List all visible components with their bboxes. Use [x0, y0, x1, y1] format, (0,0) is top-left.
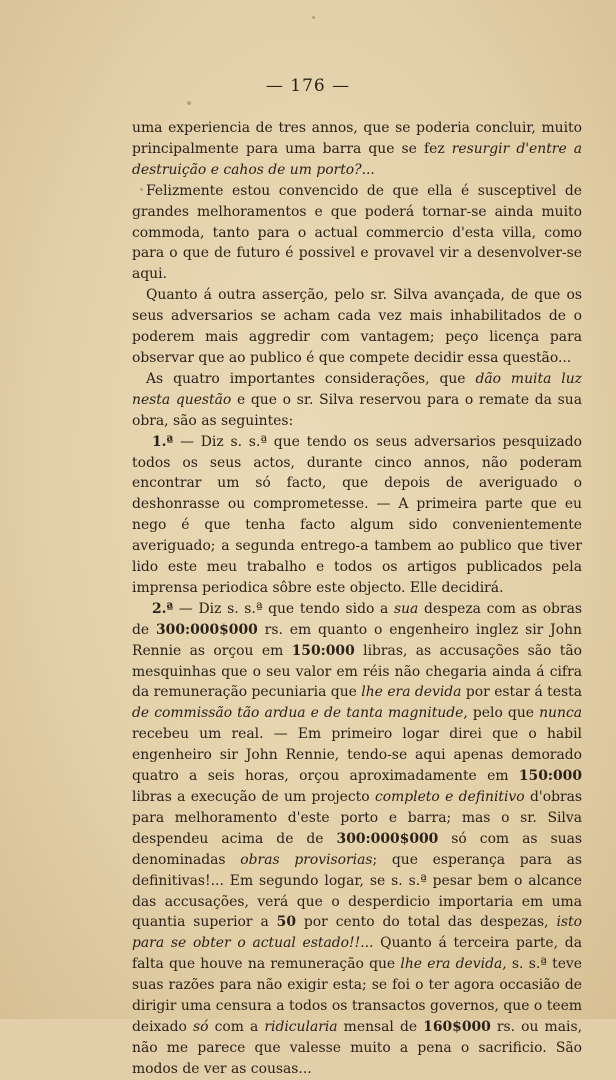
paragraph: Quanto á outra asserção, pelo sr. Silva avançada, de que os seus adversarios se acham cada vez mais inhabilitados de o poderem mais aggredir com vantagem; peço licença para observar que ao publico é que compete decidir essa questão...: [132, 287, 582, 366]
numbered-paragraph: 2.ª — Diz s. s.ª que tendo sido a sua despeza com as obras de 300:000$000 rs. em quanto o engenheiro inglez sir John Rennie as orçou em 150:000 libras, as accusações são tão mesquinhas que o seu valor em réis não chegaria ainda á cifra da remuneração pecuniaria que lhe era devida por estar á testa de commissão tão ardua e de tanta magnitude, pelo que nunca recebeu um real. — Em primeiro logar direi que o habil engenheiro sir John Rennie, tendo-se aqui apenas demorado quatro a seis horas, orçou aproximadamente em 150:000 libras a execução de um projecto completo e definitivo d'obras para melhoramento d'este porto e barra; mas o sr. Silva despendeu acima de de 300:000$000 só com as suas denominadas obras provisorias; que esperança para as definitivas!... Em segundo logar, se s. s.ª pesar bem o alcance das accusações, verá que o desperdicio importaria em uma quantia superior a 50 por cento do total das despezas, isto para se obter o actual estado!!... Quanto á terceira parte, da falta que houve na remuneração que lhe era devida, s. s.ª teve suas razões para não exigir esta; se foi o ter agora occasião de dirigir uma censura a todos os transactos governos, que o teem deixado só com a ridicularia mensal de 160$000 rs. ou mais, não me parece que valesse muito a pena o sacrificio. São modos de ver as cousas...: [132, 600, 583, 1077]
paragraph: Felizmente estou convencido de que ella é susceptivel de grandes melhoramentos e que poderá tornar-se ainda muito commoda, tanto para o actual commercio d'esta villa, como para o que de futuro é possivel e provavel vir a desenvolver-se aqui.: [132, 182, 582, 283]
paragraph: uma experiencia de tres annos, que se poderia concluir, muito principalmente para uma barra que se fez resurgir d'entre a destruição e cahos de um porto?...: [132, 120, 583, 178]
page-number: — 176 —: [265, 76, 351, 96]
body-text: [132, 118, 582, 1080]
paper-spot: [312, 16, 315, 19]
paper-spot: [187, 101, 191, 105]
numbered-paragraph: 1.ª — Diz s. s.ª que tendo os seus adversarios pesquizado todos os seus actos, durante cinco annos, não poderam encontrar um só facto, que depois de averiguado o deshonrasse ou comprometesse. — A primeira parte que eu nego é que tenha facto algum sido convenientemente averiguado; a segunda entrego-a tambem ao publico que tiver lido este meu trabalho e todos os artigos publicados pela imprensa periodica sôbre este objecto. Elle decidirá.: [132, 433, 582, 596]
paragraph: As quatro importantes considerações, que dão muita luz nesta questão e que o sr. Silva reservou para o remate da sua obra, são as seguintes:: [132, 370, 582, 429]
